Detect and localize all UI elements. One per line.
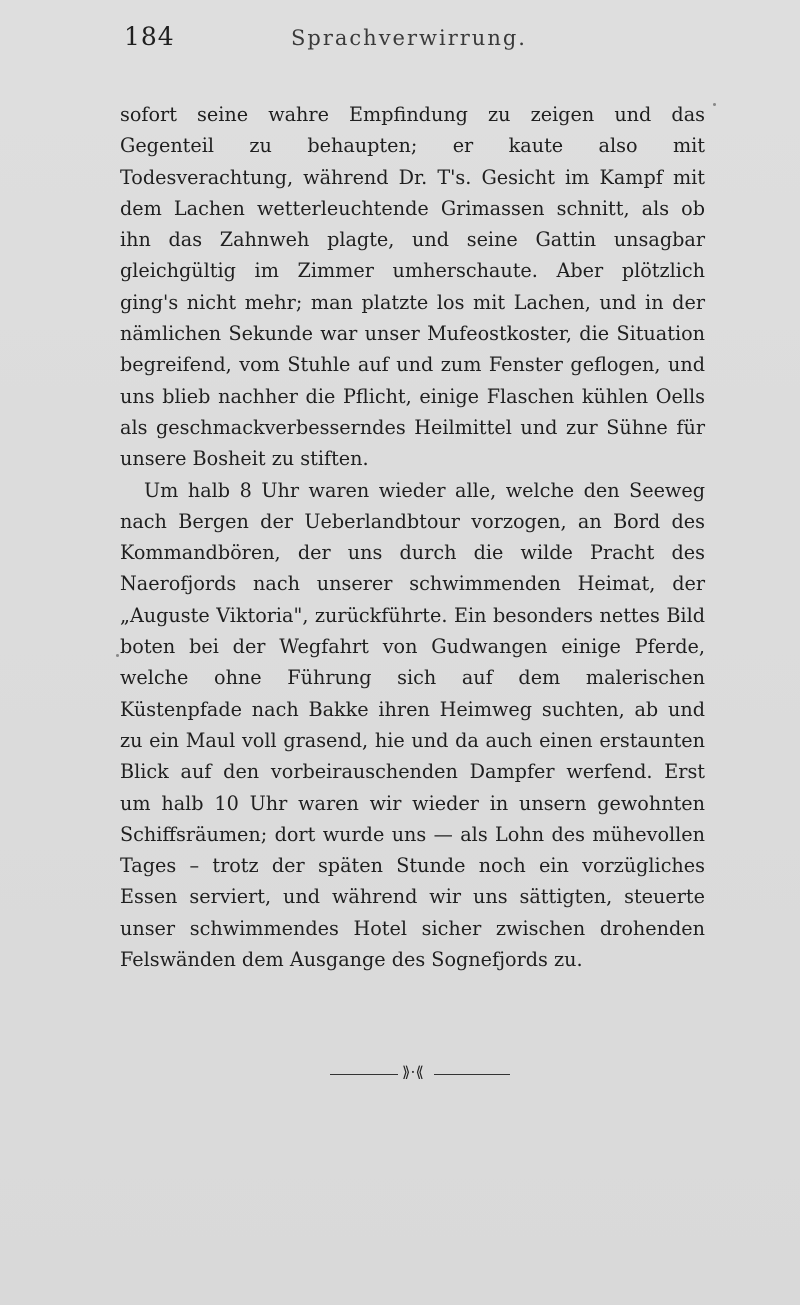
running-title: Sprachverwirrung. bbox=[291, 26, 527, 50]
body-text bbox=[120, 99, 705, 975]
paragraph-2: Um halb 8 Uhr waren wieder alle, welche den Seeweg nach Bergen der Ueberlandbtour vorzogen, an Bord des Kommandbören, der uns durch die wilde Pracht des Naerofjords nach unserer schwimmenden Heimat, der „Auguste Viktoria", zurückführte. Ein besonders nettes Bild boten bei der Wegfahrt von Gudwangen einige Pferde, welche ohne Führung sich auf dem malerischen Küstenpfade nach Bakke ihren Heimweg suchten, ab und zu ein Maul voll grasend, hie und da auch einen erstaunten Blick auf den vorbeirauschenden Dampfer werfend. Erst um halb 10 Uhr waren wir wieder in unsern gewohnten Schiffsräumen; dort wurde uns — als Lohn des mühevollen Tages – trotz der späten Stunde noch ein vorzügliches Essen serviert, und während wir uns sättigten, steuerte unser schwimmendes Hotel sicher zwischen drohenden Felswänden dem Ausgange des Sognefjords zu. bbox=[120, 478, 705, 972]
paragraph-1: sofort seine wahre Empfindung zu zeigen und das Gegenteil zu behaupten; er kaute also mit Todesverachtung, während Dr. T's. Gesicht im Kampf mit dem Lachen wetterleuchtende Grimassen schnitt, als ob ihn das Zahnweh plagte, und seine Gattin unsagbar gleichgültig im Zimmer umherschaute. Aber plötzlich ging's nicht mehr; man platzte los mit Lachen, und in der nämlichen Sekunde war unser Mufeostkoster, die Situation begreifend, vom Stuhle auf und zum Fenster geflogen, und uns blieb nachher die Pflicht, einige Flaschen kühlen Oells als geschmackverbesserndes Heilmittel und zur Sühne für unsere Bosheit zu stiften. bbox=[120, 103, 705, 471]
page-number: 184 bbox=[124, 22, 175, 51]
ornament-left-rule bbox=[330, 1074, 398, 1075]
scan-speck bbox=[116, 654, 119, 657]
ornament-right-rule bbox=[434, 1074, 510, 1075]
page-header bbox=[124, 22, 694, 54]
scan-speck bbox=[713, 103, 716, 106]
ornament-symbol: ⟫⋅⟪ bbox=[402, 1063, 424, 1081]
end-ornament bbox=[330, 1063, 510, 1082]
